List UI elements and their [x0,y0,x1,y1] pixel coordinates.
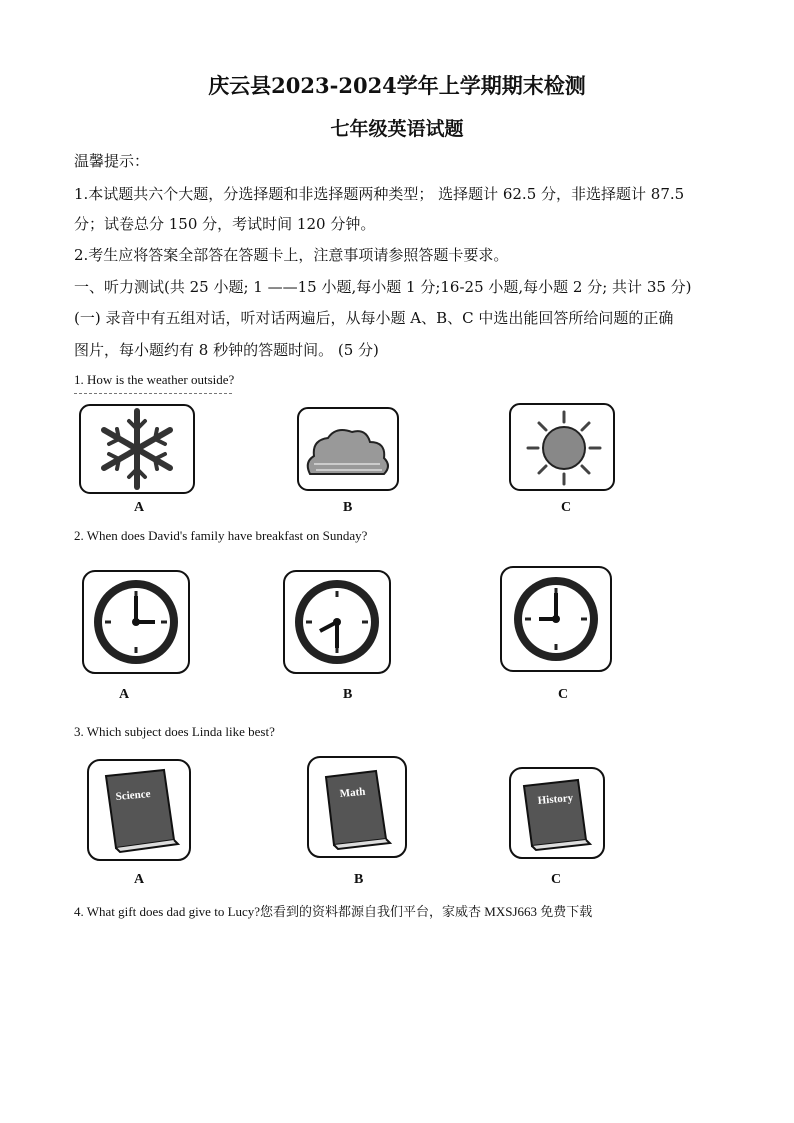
notes-line-1: 1.本试题共六个大题，分选择题和非选择题两种类型； 选择题计 62.5 分，非选择题计 87.5 [74,185,685,203]
option-label: C [551,872,562,887]
clock-icon [282,569,392,675]
option-label: A [119,687,130,702]
notes-line-2: 分；试卷总分 150 分，考试时间 120 分钟。 [74,215,376,233]
divider [74,393,232,394]
cloud-icon [296,406,400,492]
notes-line-3: 2.考生应将答案全部答在答题卡上，注意事项请参照答题卡要求。 [74,246,509,264]
question-4: 4. What gift does dad give to Lucy?您看到的资料都源自我们平台，家威杏 MXSJ663 免费下载 [74,904,593,919]
snowflake-icon [78,403,196,495]
notes-heading: 温馨提示： [74,152,150,170]
question-2: 2. When does David's family have breakfast on Sunday? [74,528,368,543]
option-label: A [134,872,145,887]
question-3: 3. Which subject does Linda like best? [74,724,275,739]
part-instructions-2: 图片，每小题约有 8 秒钟的答题时间。 (5 分) [74,341,379,359]
part-instructions-1: (一) 录音中有五组对话，听对话两遍后，从每小题 A、B、C 中选出能回答所给问题的正确 [74,309,674,327]
book-title: Science [115,787,151,803]
option-label: C [558,687,569,702]
option-label: C [561,500,572,515]
option-label: B [354,872,364,887]
book-icon [306,755,408,859]
page-title: 庆云县2023-2024学年上学期期末检测 [208,73,586,98]
option-label: A [134,500,145,515]
option-label: B [343,500,353,515]
book-icon [508,766,606,860]
option-label: B [343,687,353,702]
clock-icon [499,565,613,673]
book-title: History [537,791,574,807]
book-icon [86,758,192,862]
question-1: 1. How is the weather outside? [74,372,235,387]
section-heading: 一、听力测试(共 25 小题; 1 ——15 小题,每小题 1 分;16-25 小题,每小题 2 分; 共计 35 分) [74,278,692,296]
page-subtitle: 七年级英语试题 [330,118,464,140]
sun-icon [508,402,616,492]
clock-icon [81,569,191,675]
book-title: Math [339,785,366,800]
